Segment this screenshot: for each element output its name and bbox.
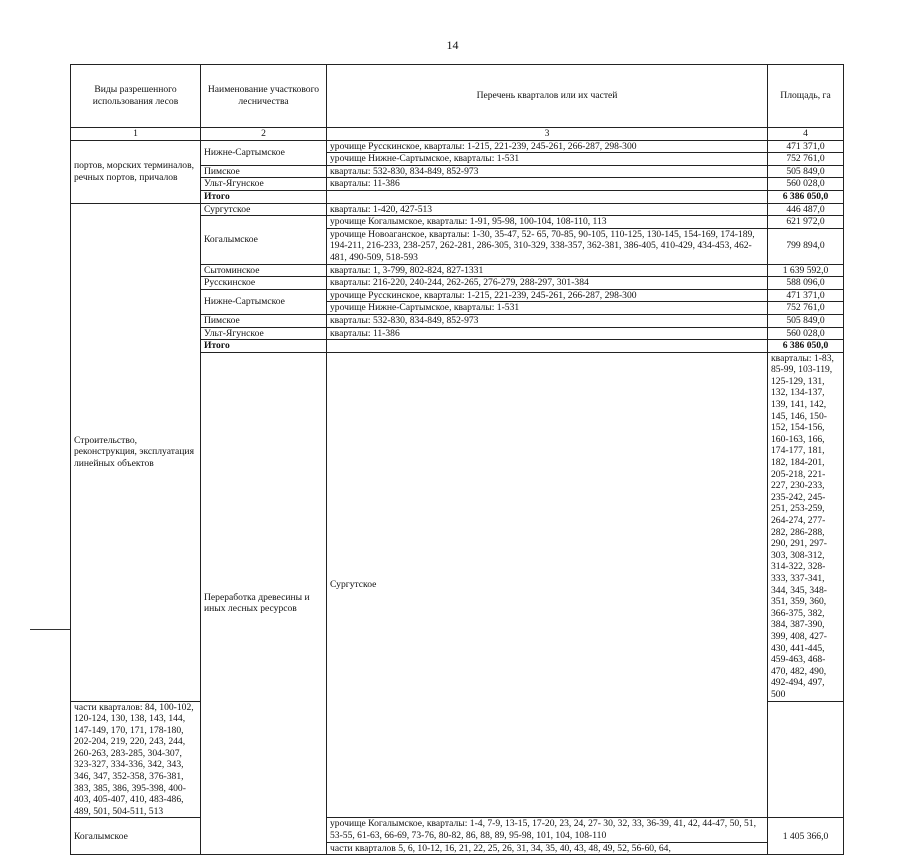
area-cell: 505 849,0 — [768, 314, 844, 327]
quarters-cell: кварталы: 1, 3-799, 802-824, 827-1331 — [327, 264, 768, 277]
forestry-cell: Нижне-Сартымское — [201, 289, 327, 314]
area-cell: 505 849,0 — [768, 165, 844, 178]
page-number: 14 — [446, 38, 459, 52]
header-area: Площадь, га — [768, 65, 844, 128]
area-cell: 471 371,0 — [768, 140, 844, 153]
use-type-cell: Переработка древесины и иных лесных ресурсов — [201, 352, 327, 855]
column-number: 1 — [71, 128, 201, 141]
quarters-cell: урочище Русскинское, кварталы: 1-215, 221-239, 245-261, 266-287, 298-300 — [327, 140, 768, 153]
quarters-cell: кварталы: 11-386 — [327, 327, 768, 340]
total-area: 6 386 050,0 — [768, 340, 844, 353]
column-number: 4 — [768, 128, 844, 141]
column-number: 3 — [327, 128, 768, 141]
quarters-cell: урочище Русскинское, кварталы: 1-215, 221-239, 245-261, 266-287, 298-300 — [327, 289, 768, 302]
use-type-cell: портов, морских терминалов, речных портов, причалов — [71, 140, 201, 203]
area-cell: 446 487,0 — [768, 203, 844, 216]
quarters-cell: урочище Новоаганское, кварталы: 1-30, 35-47, 52- 65, 70-85, 90-105, 110-125, 130-145, 154-169, 174-189, 194-211, 216-233, 238-257, 262-281, 286-305, 310-329, 338-357, 362-381, 386-405, 410-429, 434-453, 462-481, 490-509, 518-593 — [327, 228, 768, 264]
area-cell: 799 894,0 — [768, 228, 844, 264]
column-numbers-row — [71, 128, 844, 141]
table-row — [71, 203, 844, 216]
area-cell: 1 405 366,0 — [768, 818, 844, 855]
quarters-cell: части кварталов: 84, 100-102, 120-124, 130, 138, 143, 144, 147-149, 170, 171, 178-180, 202-204, 219, 220, 243, 244, 260-263, 283-285, 304-307, 323-327, 334-336, 342, 343, 346, 347, 352-358, 376-381, 383, 385, 386, 395-398, 400-403, 405-407, 410, 483-486, 489, 501, 504-511, 513 — [71, 701, 201, 818]
quarters-cell: кварталы: 532-830, 834-849, 852-973 — [327, 314, 768, 327]
table-row — [71, 140, 844, 153]
quarters-cell: кварталы: 1-83, 85-99, 103-119, 125-129, 131, 132, 134-137, 139, 141, 142, 145, 146, 150-152, 154-156, 160-163, 166, 174-177, 181, 182, 184-201, 205-218, 221-227, 230-233, 235-242, 245-251, 253-259, 264-274, 277-282, 286-288, 290, 291, 297-303, 308-312, 314-322, 328-333, 337-341, 344, 345, 348-351, 359, 360, 366-375, 382, 384, 387-390, 399, 408, 427-430, 441-445, 459-463, 468-470, 482, 490, 492-494, 497, 500 — [768, 352, 844, 701]
forestry-cell: Пимское — [201, 165, 327, 178]
area-cell: 1 639 592,0 — [768, 264, 844, 277]
forestry-cell: Пимское — [201, 314, 327, 327]
header-quarters: Перечень кварталов или их частей — [327, 65, 768, 128]
quarters-cell: части кварталов 5, 6, 10-12, 16, 21, 22, 25, 26, 31, 34, 35, 40, 43, 48, 49, 52, 56-60, 64, — [327, 842, 768, 855]
column-number: 2 — [201, 128, 327, 141]
empty-cell — [327, 340, 768, 353]
forestry-cell: Русскинское — [201, 277, 327, 290]
forestry-cell: Когалымское — [71, 818, 201, 855]
table-row — [71, 818, 844, 842]
quarters-cell: кварталы: 532-830, 834-849, 852-973 — [327, 165, 768, 178]
table-header-row — [71, 65, 844, 128]
total-area: 6 386 050,0 — [768, 190, 844, 203]
quarters-cell: кварталы: 1-420, 427-513 — [327, 203, 768, 216]
forestry-cell: Когалымское — [201, 216, 327, 264]
header-use-type: Виды разрешенного использования лесов — [71, 65, 201, 128]
use-type-cell: Строительство, реконструкция, эксплуатация линейных объектов — [71, 203, 201, 701]
forest-use-table — [70, 64, 844, 855]
total-label: Итого — [201, 190, 327, 203]
forestry-cell: Ульт-Ягунское — [201, 178, 327, 191]
footer-divider — [30, 629, 70, 630]
area-cell: 560 028,0 — [768, 178, 844, 191]
area-cell: 471 371,0 — [768, 289, 844, 302]
forestry-cell: Ульт-Ягунское — [201, 327, 327, 340]
forestry-cell: Сытоминское — [201, 264, 327, 277]
quarters-cell: урочище Нижне-Сартымское, кварталы: 1-531 — [327, 153, 768, 166]
area-cell: 621 972,0 — [768, 216, 844, 229]
area-cell: 752 761,0 — [768, 302, 844, 315]
forestry-cell: Сургутское — [201, 203, 327, 216]
area-cell: 752 761,0 — [768, 153, 844, 166]
quarters-cell: кварталы: 216-220, 240-244, 262-265, 276-279, 288-297, 301-384 — [327, 277, 768, 290]
forestry-cell: Нижне-Сартымское — [201, 140, 327, 165]
total-label: Итого — [201, 340, 327, 353]
area-cell: 560 028,0 — [768, 327, 844, 340]
quarters-cell: урочище Нижне-Сартымское, кварталы: 1-531 — [327, 302, 768, 315]
area-cell: 588 096,0 — [768, 277, 844, 290]
header-forestry: Наименование участкового лесничества — [201, 65, 327, 128]
quarters-cell: урочище Когалымское, кварталы: 1-91, 95-98, 100-104, 108-110, 113 — [327, 216, 768, 229]
empty-cell — [327, 190, 768, 203]
forestry-cell: Сургутское — [327, 352, 768, 818]
quarters-cell: кварталы: 11-386 — [327, 178, 768, 191]
quarters-cell: урочище Когалымское, кварталы: 1-4, 7-9, 13-15, 17-20, 23, 24, 27- 30, 32, 33, 36-39, 41, 42, 44-47, 50, 51, 53-55, 61-63, 66-69, 73-76, 80-82, 86, 88, 89, 95-98, 101, 104, 108-110 — [327, 818, 768, 842]
